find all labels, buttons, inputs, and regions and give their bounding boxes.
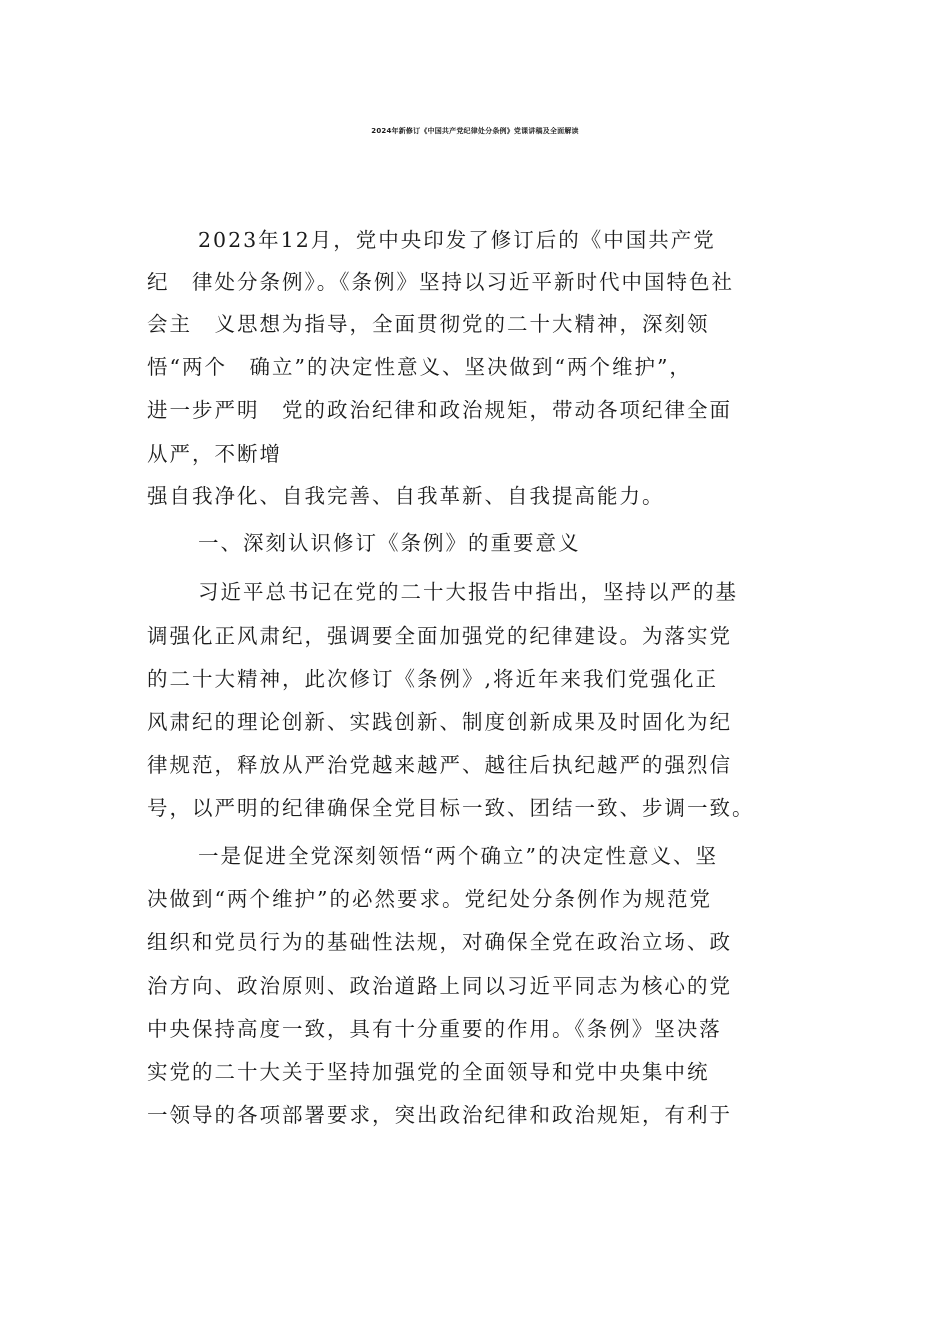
paragraph-line: 律规范，释放从严治党越来越严、越往后执纪越严的强烈信 — [147, 753, 732, 777]
intro-line: 强自我净化、自我完善、自我革新、自我提高能力。 — [147, 484, 665, 508]
paragraph-line: 一领导的各项部署要求，突出政治纪律和政治规矩，有利于 — [147, 1103, 732, 1127]
intro-line: 纪 律处分条例》。《条例》坚持以习近平新时代中国特色社 — [147, 270, 734, 294]
intro-line: 会主 义思想为指导，全面贯彻党的二十大精神，深刻领 — [147, 312, 710, 336]
intro-line: 2023年12月，党中央印发了修订后的《中国共产党 — [198, 228, 716, 252]
paragraph-line: 的二十大精神，此次修订《条例》,将近年来我们党强化正 — [147, 667, 719, 691]
paragraph-line: 实党的二十大关于坚持加强党的全面领导和党中央集中统 — [147, 1060, 710, 1084]
paragraph-line: 风肃纪的理论创新、实践创新、制度创新成果及时固化为纪 — [147, 710, 732, 734]
intro-line: 悟“两个 确立”的决定性意义、坚决做到“两个维护”， — [147, 355, 692, 379]
paragraph-line: 决做到“两个维护”的必然要求。党纪处分条例作为规范党 — [147, 887, 712, 911]
paragraph-line: 号，以严明的纪律确保全党目标一致、团结一致、步调一致。 — [147, 796, 755, 820]
document-title: 2024年新修订《中国共产党纪律处分条例》党课讲稿及全面解读 — [371, 127, 579, 135]
paragraph-line: 治方向、政治原则、政治道路上同以习近平同志为核心的党 — [147, 974, 732, 998]
paragraph-line: 一是促进全党深刻领悟“两个确立”的决定性意义、坚 — [198, 844, 718, 868]
intro-line: 从严，不断增 — [147, 442, 282, 466]
paragraph-line: 调强化正风肃纪，强调要全面加强党的纪律建设。为落实党 — [147, 624, 732, 648]
paragraph-line: 组织和党员行为的基础性法规，对确保全党在政治立场、政 — [147, 930, 732, 954]
paragraph-line: 习近平总书记在党的二十大报告中指出，坚持以严的基 — [198, 580, 738, 604]
section-heading: 一、深刻认识修订《条例》的重要意义 — [198, 531, 581, 555]
intro-line: 进一步严明 党的政治纪律和政治规矩，带动各项纪律全面 — [147, 398, 732, 422]
paragraph-line: 中央保持高度一致，具有十分重要的作用。《条例》坚决落 — [147, 1017, 722, 1041]
